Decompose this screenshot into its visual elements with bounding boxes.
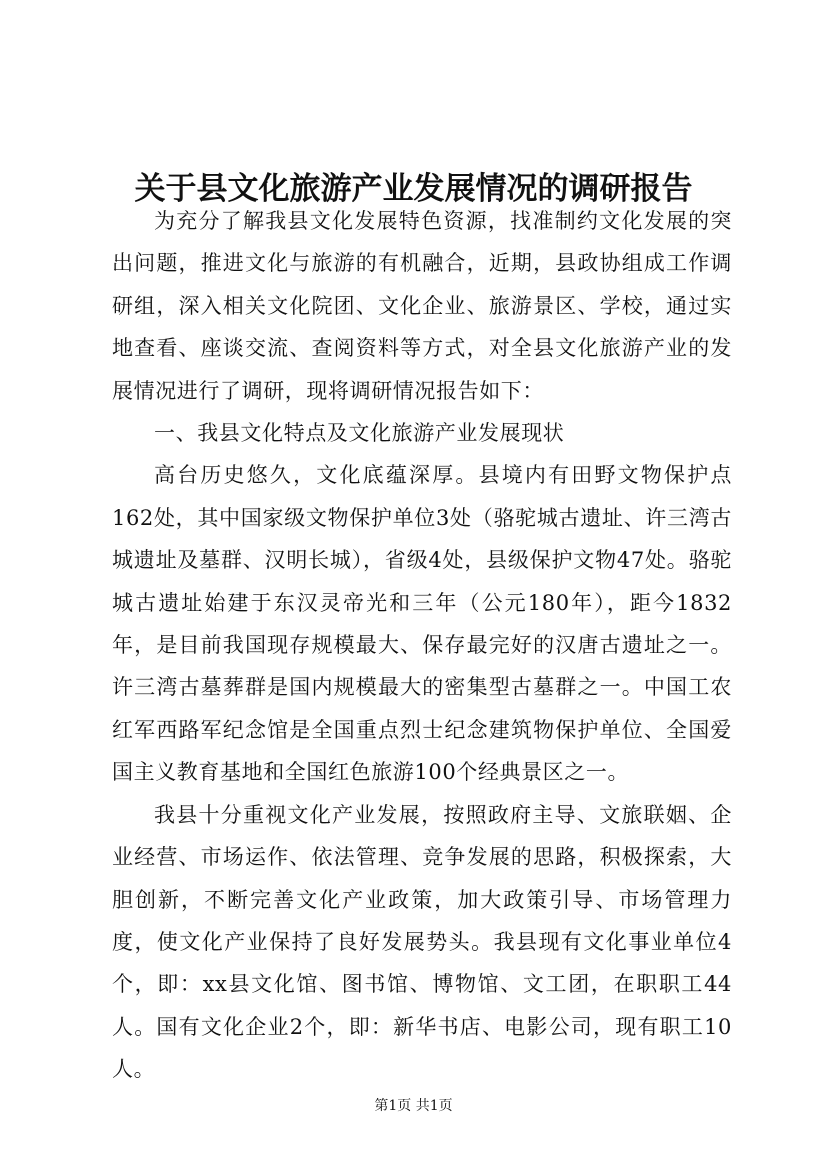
paragraph-intro: 为充分了解我县文化发展特色资源，找准制约文化发展的突出问题，推进文化与旅游的有机融合，近期，县政协组成工作调研组，深入相关文化院团、文化企业、旅游景区、学校，通过实地查看、座谈交流、查阅资料等方式，对全县文化旅游产业的发展情况进行了调研，现将调研情况报告如下： [112,209,732,403]
paragraph-history: 高台历史悠久，文化底蕴深厚。县境内有田野文物保护点162处，其中国家级文物保护单位3处（骆驼城古遗址、许三湾古城遗址及墓群、汉明长城），省级4处，县级保护文物47处。骆驼城古遗址始建于东汉灵帝光和三年（公元180年），距今1832年，是目前我国现存规模最大、保存最完好的汉唐古遗址之一。许三湾古墓葬群是国内规模最大的密集型古墓群之一。中国工农红军西路军纪念馆是全国重点烈士纪念建筑物保护单位、全国爱国主义教育基地和全国红色旅游100个经典景区之一。 [112,463,732,785]
page-footer: 第1页 共1页 [374,1098,453,1114]
paragraph-industry: 我县十分重视文化产业发展，按照政府主导、文旅联姻、企业经营、市场运作、依法管理、竞争发展的思路，积极探索，大胆创新，不断完善文化产业政策，加大政策引导、市场管理力度，使文化产业保持了良好发展势头。我县现有文化事业单位4个，即：xx县文化馆、图书馆、博物馆、文工团，在职职工44人。国有文化企业2个，即：新华书店、电影公司，现有职工10人。 [112,802,732,1082]
document-title: 关于县文化旅游产业发展情况的调研报告 [134,170,693,207]
section-heading: 一、我县文化特点及文化旅游产业发展现状 [154,421,565,446]
document-body [112,200,732,1091]
